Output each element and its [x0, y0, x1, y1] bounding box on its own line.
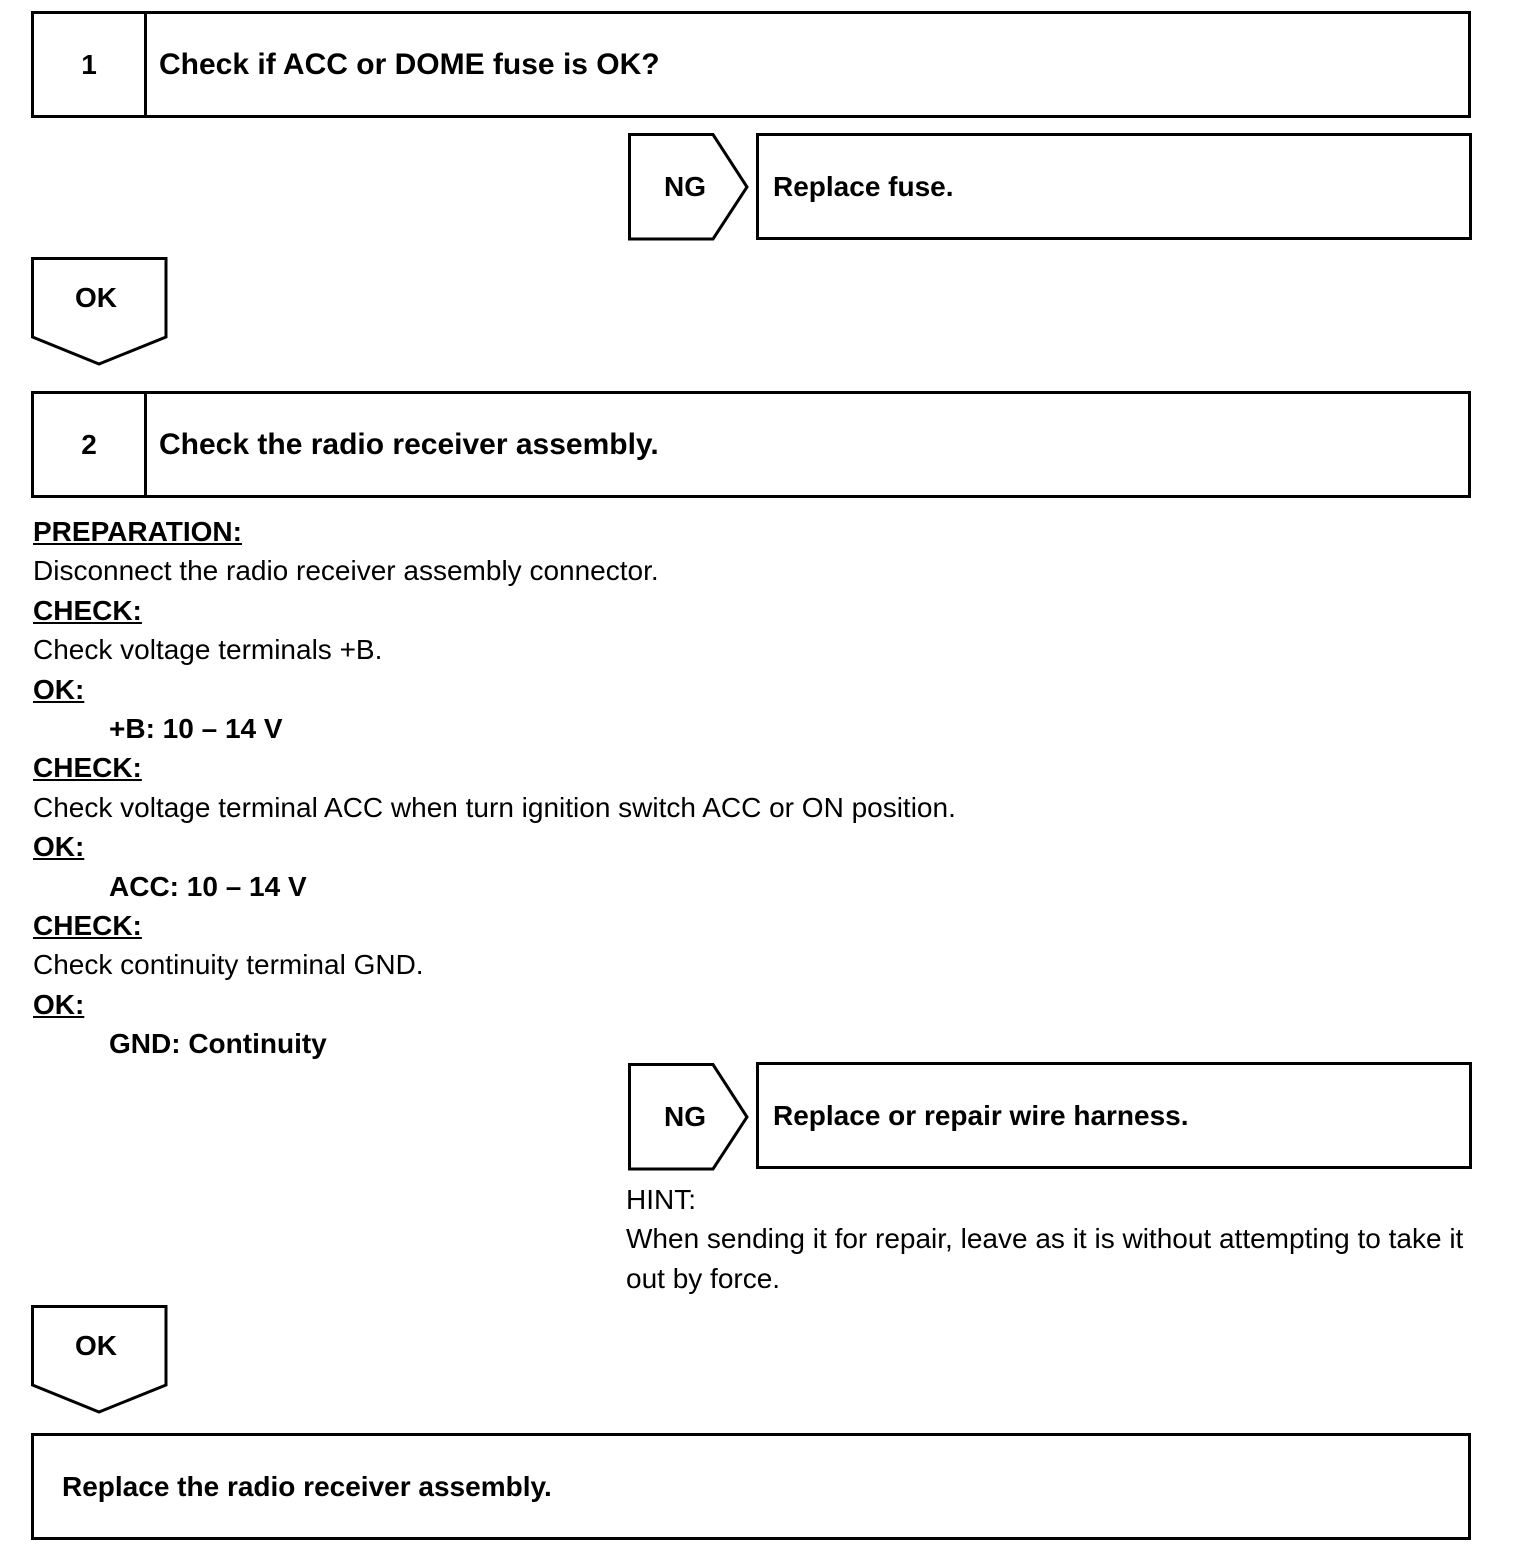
step-2-box: [31, 391, 1471, 498]
ok-heading: OK:: [33, 831, 85, 863]
step-2-ng-action: Replace or repair wire harness.: [773, 1099, 1189, 1131]
hint-block: [626, 1180, 1486, 1298]
step-2-number: 2: [34, 394, 147, 495]
final-action-box: [31, 1433, 1471, 1540]
step-2-title: Check the radio receiver assembly.: [159, 427, 659, 461]
ok-spec: +B: 10 – 14 V: [109, 712, 283, 744]
step-2-ng-label: NG: [664, 1101, 706, 1132]
final-action-text: Replace the radio receiver assembly.: [62, 1470, 552, 1502]
hint-heading: HINT:: [626, 1184, 696, 1215]
hint-text: When sending it for repair, leave as it is without attempting to take it out by force.: [626, 1223, 1464, 1294]
step-1-ng-label: NG: [664, 171, 706, 202]
preparation-heading: PREPARATION:: [33, 516, 242, 547]
ok-spec: GND: Continuity: [109, 1028, 327, 1060]
check-text: Check voltage terminal ACC when turn ignition switch ACC or ON position.: [33, 791, 956, 823]
ok-heading: OK:: [33, 673, 85, 705]
ok-spec: ACC: 10 – 14 V: [109, 870, 307, 902]
check-heading: CHECK:: [33, 752, 142, 784]
step-1-box: [31, 11, 1471, 118]
check-heading: CHECK:: [33, 909, 142, 941]
step-2-ok-label: OK: [75, 1330, 117, 1361]
step-1-ok-label: OK: [75, 282, 117, 313]
step-2-instructions: [33, 512, 1133, 1063]
step-1-title: Check if ACC or DOME fuse is OK?: [159, 47, 660, 81]
step-1-ng-action-box: [756, 133, 1472, 240]
check-text: Check continuity terminal GND.: [33, 949, 424, 981]
check-heading: CHECK:: [33, 594, 142, 626]
preparation-text: Disconnect the radio receiver assembly connector.: [33, 555, 659, 587]
ok-heading: OK:: [33, 988, 85, 1020]
step-2-ng-action-box: [756, 1062, 1472, 1169]
step-1-ng-action: Replace fuse.: [773, 170, 954, 202]
step-1-number: 1: [34, 14, 147, 115]
check-text: Check voltage terminals +B.: [33, 634, 383, 666]
